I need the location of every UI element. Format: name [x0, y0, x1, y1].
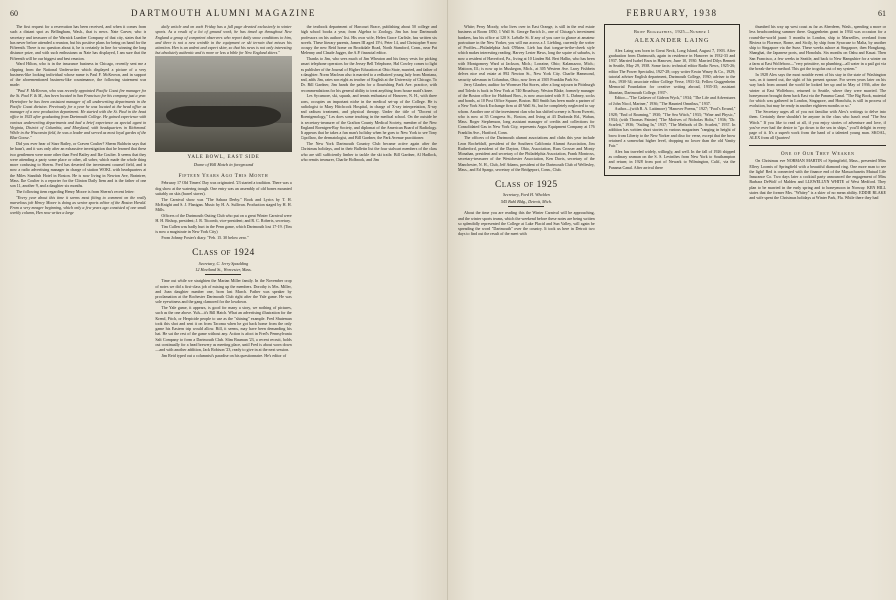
section-subhead: One of Our They Weaken [780, 150, 855, 157]
biography-subject-name: ALEXANDER LAING [634, 36, 710, 44]
paragraph: Ward Hilton, who is in the insurance business in Chicago, recently sent me a clipping from the National Underwriter which displayed a picture of a very business-like looking individual whose name is Paul F. McKeown, and in support of the aforementioned business-like countenance, the following statement was made: [10, 61, 147, 88]
paragraph: The following item regarding Henry Moore is from Sherm's recent letter: [16, 188, 135, 194]
paragraph: About the time you are reading this the Winter Carnival will be approaching, and the winter sports teams, which the weekend before these notes are being written so splendidly represented the College at Lake Placid and Sun Valley, will again be spreading the word "Dartmouth" over the country. It took us here in Detroit two days to find out the result of the meet with [458, 210, 595, 237]
paragraph: In 1928 Alex says the most notable event of his stay in the state of Washington was, as it turned out, the sight of his present spouse. For seven years later on his way back from around the world he looked her up and in May of 1936, after the winter at East Wolfeboro, returned to Seattle, where they were married. The honeymoon brought them back East via the Panama Canal. "The Big Book, material for which was gathered in London, Singapore, and Honolulu, is still in process of evolution, but may be ready in another eighteen months or so." [749, 71, 887, 109]
photo-caption-sub: Dome of Bill Hatch in foreground [193, 162, 254, 167]
right-column-2 [604, 24, 741, 596]
paragraph: Editor—"The Cadaver of Gideon Wyck," 1934; "The Life and Adventures of John Nicol, Mariner," 1936; "The Haunted Omnibus," 1937. [608, 95, 736, 106]
class-secretary: Secretary, Ford H. Whelden [502, 192, 550, 198]
class-secretary-address: 12 Haviland St., Worcester, Mass. [195, 267, 252, 273]
paragraph: Alex Laing was born in Great Neck, Long Island, August 7, 1903. After graduation from Dartmouth, again in residence in Hanover in 1932-33 and 1937. Married Isabel Enos in Hanover, June 10, 1930. Married Dilys Bennett in Seattle, May 29, 1938. Some facts: technical editor Radio News, 1925-26; editor The Power Specialist, 1927-28; copy writer Erwin Wasey & Co., 1929; tutorial adviser English department, Dartmouth College, 1930; adviser to the Arts, 1930-34; associate editor College Verse, 1931-32; Fellow Guggenheim Memorial Foundation for creative writing abroad, 1935-35; assistant librarian, Dartmouth College, 1937-. [608, 47, 736, 95]
photo-block [155, 56, 291, 168]
paragraph: The first request for a reservation has been received, and when it comes from such a distant spot as Bellingham, Wash., that is news. Nate Carver, who is secretary and treasurer of the Warnick Lumber Company of that city, states that he has never before attended a reunion, but his positive plans for being on hand for the Fifteenth. There is no question about it, he is certainly in line for winning the long distance prize, and with such enthusiasm as Nate has displayed, I am sure that the Fifteenth will be our biggest and best reunion. [10, 24, 147, 61]
photo-figures [174, 100, 272, 110]
brief-biography-box [604, 24, 741, 176]
left-column-3 [301, 24, 437, 596]
issue-date: FEBRUARY, 1938 [626, 8, 718, 18]
paragraph: Author—(with R. A. Lattimore) "Hanover Poems," 1927; "Fool's Errand," 1928; "End of Roaming," 1930; "The Sea Witch," 1933; "Wine and Physic," 1934; (with Thomas Painter) "The Motives of Nicholas Holtz," 1936; "Dr. Scarlett," 1936; "Sailing In," 1937; "The Methods of Dr. Scarlett," 1937. In addition has written short stories in various magazines "ranging in height of brow from Liberty to the New Yorker and dixo for verse, except that the brow retained a somewhat higher level, dropping no lower than the old Vanity Fair." [608, 106, 736, 149]
left-column-1 [10, 24, 146, 596]
right-columns [458, 24, 886, 596]
paragraph: The Secretary urges all of you not familiar with Alex's writings to delve into them. Certainly there shouldn't be anyone in the class who hasn't read "The Sea Witch." If you like to read at all, if you enjoy stories of adventure and love, if you've ever had the desire to "go down to the sea in ships," you'll delight in every page of it. It's a superb work from the hand of a talented young man. SKOAL, ALEX from all Quarters! [749, 109, 887, 141]
divider-rule [508, 206, 544, 207]
paragraph: Officers of the Dartmouth Outing Club who put on a great Winter Carnival were H. H. Bishop, president; J. R. Titcomb, vice-president; and R. C. Roberts, secretary. [155, 212, 292, 224]
paragraph: Alex has traveled widely, willingly, and well. In the fall of 1926 shipped as ordinary seaman on the S. S. Levinthes from New York to Southampton and return; in 1928 from port of Newark to Wilmington, Calif., via the Panama Canal. After arrival there [608, 148, 736, 170]
divider-rule [205, 274, 241, 275]
right-column-3 [749, 24, 886, 596]
paragraph: Thanks to Jim, who sees much of Jim Wheaton and his fancy vests for picking smart telephone operators for the Jersey Bell Telephone, Hal Cowley comes to light as publisher of the Journal of Higher Education at Ohio State, married, and father of a daughter. Norm Maclean also is married to a redhaired young lady from Montana, and, adds Jim, rates son eight as teacher of English at the University of Chicago. To Dr. Bill Gardner, Jim hands the palm for a flourishing Park Ave. practice, with recommendations for his general ability to treat anything from house maid's knee. [300, 56, 437, 93]
right-page [448, 0, 896, 600]
paragraph: The officers of the Dartmouth alumni associations and clubs this year include Leon Rocheblaff, president of the Southern California Alumni Association, Jim Rutherford, president of the Dayton, Ohio, Association, Russ Crosser and Monty Monahan, president and secretary of the Philadelphia Association, Frank Montross, secretary-treasurer of the Westchester Association, Ken Davis, secretary of the Manchester, N. H., Club, Jeff Adams, president of the Dartmouth Club of Wellesley, Mass., and Ed Spargo, secretary of the Bridgeport, Conn., Club. [458, 135, 595, 172]
class-secretary-address: 545 Buhl Bldg., Detroit, Mich. [500, 198, 552, 204]
magazine-title: DARTMOUTH ALUMNI MAGAZINE [131, 8, 316, 18]
right-column-1 [458, 24, 595, 596]
paragraph: "Paul F. McKeown, who was recently appointed Pacific Coast fire manager for the St. Paul F. & M., has been located in San Francisco for his company just a year. Heretofore he has been assistant manager of all underwriting departments in the Pacific Coast division. Previously for a year he was located at the head office as manager of a new production department. He started with the St. Paul in the head office in 1925 after graduating from Dartmouth College. He gained experience with various underwriting departments and had a brief experience as special agent in Virginia, District of Columbia, and Maryland, with headquarters in Richmond. While in the Wisconsin field, he was a leader and served as most loyal gardes of the Blue Goose." [10, 88, 147, 141]
paragraph: Time out while we straighten the Marian Miller family. In the November crop of notes we did a first-class job of mixing up the members. Dorothy is Mrs. Miller, and Joan daughter number one, born last March. Father was speaker by proclamation at the Rochester Dartmouth Club right after the Yale game. He was sole eyewitness and the gang clamored for the lowdown. [155, 278, 292, 305]
paragraph: From Johnny Foster's diary. "Feb. 15. 30 below zero." [161, 234, 249, 240]
paragraph: The Carnival show was "The Sahara Derby." Book and Lyrics by T. H. McKnight and S. J. Flanigan. Music by H. A. Sullivan. Production staged by H. H. Mills. [155, 196, 292, 213]
paragraph: White; Perry Moody, who lives over in East Orange, is still in the real estate business at Room 1850, 1 Wall St. George Enrich Jr., one of Chicago's investment bankers, has his office at 120 S. LaSalle St. If any of you care to glance at amateur portraiture in the New Yorker, you will run across a J. Liebling, currently the writer of Profiles—Philadelphia Jack O'Brien. Lieb has that tongue-in-the-cheek style which makes interesting reading. Harvey Lester Haws, long the squire of suburbs, is now a resident of Haverford, Pa., living at 10 Linden Rd. Bert Hallin, who has been with Montgomery Ward at Jackson, Mich.; Lorraine, Ohio; Kalamazoo, Mich.; Mattoon, Ill.; is now up in Muskegon, Mich., at 305 Western Ave. Larry Fishbein delves nice real estate at 892 Newton St., New York City. Charlie Hammond, security salesman in Columbus, Ohio, now lives at 1505 Franklin Park So. [458, 24, 595, 82]
right-running-head [458, 8, 886, 20]
class-secretary: Secretary, C. Jerry Spaulding [198, 260, 249, 266]
photo-caption-title: YALE BOWL, EAST SIDE [187, 154, 260, 160]
paragraph: thumbed his way up west coast as far as Aberdeen, Wash., spending a more or less beachcombing summer there. Guggenheim grant in 1934 was occasion for a round-the-world jaunt: 5 months in London, ship to Marseilles, overland from Riviera to Florence, Rome, and Sicily, by ship from Syracuse to Malta, by another ship to Singapore via the Suez. These weeks ashore at Singapore, then Hongkong, Shanghai, the Japanese ports, and Honolulu. Six months on Oahu and Kauai. Then San Francisco, a few weeks in Seattle, and back to New Hampshire for a winter on a farm at East Wolfeboro—"very primitive, no plumbing—all water in a pail got via the break-the-ice method. This got the trogolus out of my system." [749, 24, 887, 71]
paragraph: Tim Cullen was badly hurt in the Penn game, which Dartmouth lost 17-19. (Tim is now a magistrate in New York City) [155, 223, 292, 235]
paragraph: "Every year about this time it seems most fitting to comment on the really marvelous job Henry Moore is doing as senior sports editor of the Boston Herald. From a very meager beginning, which only a few years ago consisted of one small weekly column, Hen now writes a large [10, 194, 147, 216]
left-running-head [10, 8, 437, 20]
paragraph: Les Sycamore, ski, squash, and tennis enthusiast of Hanover, N. H., with three sons, occupies an important niche in the medical set-up of the College. He is radiologist to Mary Hitchcock Hospital, in charge of X-ray interpretation, X-ray and radium treatment, and physical therapy. Under the title of "Docent of Roentgenology," Les does some teaching in the medical school. On the outside he is secretary-treasurer of the Grafton County Medical Society, member of the New England Roentgen-Ray Society, and diplomat of the American Board of Radiology. It appears that he takes a fun man's holiday when he goes to New York to see Tony Cipollaro, the dermatologist, and Bill Gardner, the Park Avenue practitioner. [300, 93, 437, 141]
paragraph: daily article and on each Friday has a full page devoted exclusively to winter sports. As a result of a lot of ground work, he has timed up throughout New England a group of competent observers who report daily snow conditions to him, and there is not a new wrinkle in the equipment or ski terrain that misses his attention. Hen is an ardent and expert skier, so that his news is not only interesting but absolutely authentic and is more or less a bible for New England skiers." [155, 24, 292, 56]
photo-sky [155, 56, 291, 92]
divider-rule [749, 145, 886, 146]
photo-water [155, 123, 291, 152]
paragraph: The Yale game, it appears, is good for many a story, we nothing of pictures, such as the one above. Yuh—it's Bill Hatch. What an advertising illustration for the Krend, Fitch, or Herpicide people to use as the "shining" example. Fred Shuteman took this shot and sent it on from Tacoma when he got back home from the only game his Eastern trip would allow. Bill, it seems, may have been demanding his hat. He sat the rest of the game without any. Action is afoot in Fred's Pennsylvania Salt Company to form a Dartmouth Club. Slim Bauman '23, a recent recruit, holds out continually for a head brewery as meeting place, until Fred is about worn down—and with another addition, Jack Robison '23, ready to give in at the next session. [155, 305, 292, 353]
paragraph: Jim Reid typed out a columnist's paradise on his questionnaire. He's editor of [161, 352, 287, 358]
biography-series-title: Brief Biographies, 1925—Number 1 [634, 29, 710, 34]
paragraph: Jerry Glauber, auditor for Wormser Hat Stores, after a long sojourn in Pittsburgh and Toledo is back in New York at 740 Broadway. Weston Blake, formerly manager of the Boston office for Hubbard Bros., is now associated with F. L. Dabney, socks and bonds, at 10 Post Office Square, Boston. Bill Smith has been made a partner of a New York Stock Exchange firm at 40 Wall St., but he completely neglected to say whom. Another one of the investment clan who has shifted scenery is Norm Everett, who is now at 35 Congress St., Boston, and living at 43 Dudonda Rd., Waban, Mass. Roger Stephenson, long assistant manager of credits and collections for Consolidated Gas in New York City, represents Argus Equipment Company at 176 Franklin Ave., Hartford, Conn. [458, 82, 595, 135]
left-columns [10, 24, 437, 596]
left-column-2 [155, 24, 291, 596]
paragraph: Did you ever hear of Starr Bailey, or Craven Coulter? Sherm Baldwin says that he hasn't, and it was only after an exhaustive investigation that he learned that these two gentlemen were none other than Fred Bailey and Ike Coulter. It seems that they were attending a party some place or other, all sober, which made the whole thing more confusing to Sherm. Fred has deserted the investment counsel field, and is now a radio advertising manager in charge of station WOKL with headquarters at the Miles Standish Hotel in Boston. He is now living in Newton Ave, Braintree, Mass. Ike Coulter is a reporter for the Clinton Daily Item and is the father of one son 11, another 9, and a daughter six months. [10, 141, 147, 188]
right-folio: 61 [878, 9, 886, 18]
class-heading: Class of 1925 [495, 180, 558, 190]
yale-bowl-photo [155, 56, 291, 152]
paragraph: The New York Dartmouth Country Club became active again after the Christmas holidays, and in their Bulletin list the four stalwart members of the class who are still sufficiently limber to tackle the ski trails: Bill Gardner, Al Hadlock, who remits treasurer, Charlie Holbrook, and Jim [300, 141, 437, 162]
paragraph: the textbook department of Harcourt Brace, publishing about 50 college and high school books a year, from Algebra to Zoology. Jim has four Dartmouth professors on his authors' list. His own wife, Helen Grace Carlisle, has written six novels. These literary parents, James III aged 15½, Peter 14, and Christopher 9 now occupy the new Reid home on Brookdale Road, North Stamford, Conn., near Pat Melenny and Claude Jagger, the A.P. financial editor. [300, 24, 437, 56]
paragraph: February 17 Old Timers' Day was originated. '23 started a tradition. There was a dog show at the watering trough. One entry was an assembly of old bones mounted suitably on skis (barrel staves). [155, 180, 292, 196]
paragraph: On Christmas eve NORMAN MARTIN of Springfield, Mass., presented Miss Ellery Loomis of Springfield with a beautiful diamond ring. One more man to see the light! Red is connected with the finance end of the Massachusetts Mutual Life Insurance Co. Two days later a cocktail party announced the engagement of Miss Barbara DeWolf of Malden and LLEWELLYN WHITE of West Medford. They plan to be married in the early spring and to honeymoon in Norway. KEN HILL states that the former Mrs. "Whitey" is a skier of no mean ability. EDDIE BLAKE and wife spent the Christmas holidays at Winter Park, Fla. While there they had [749, 158, 887, 200]
class-heading: Class of 1924 [192, 248, 255, 259]
left-folio: 60 [10, 9, 18, 18]
section-subhead: Fifteen Years Ago This Month [178, 172, 269, 179]
